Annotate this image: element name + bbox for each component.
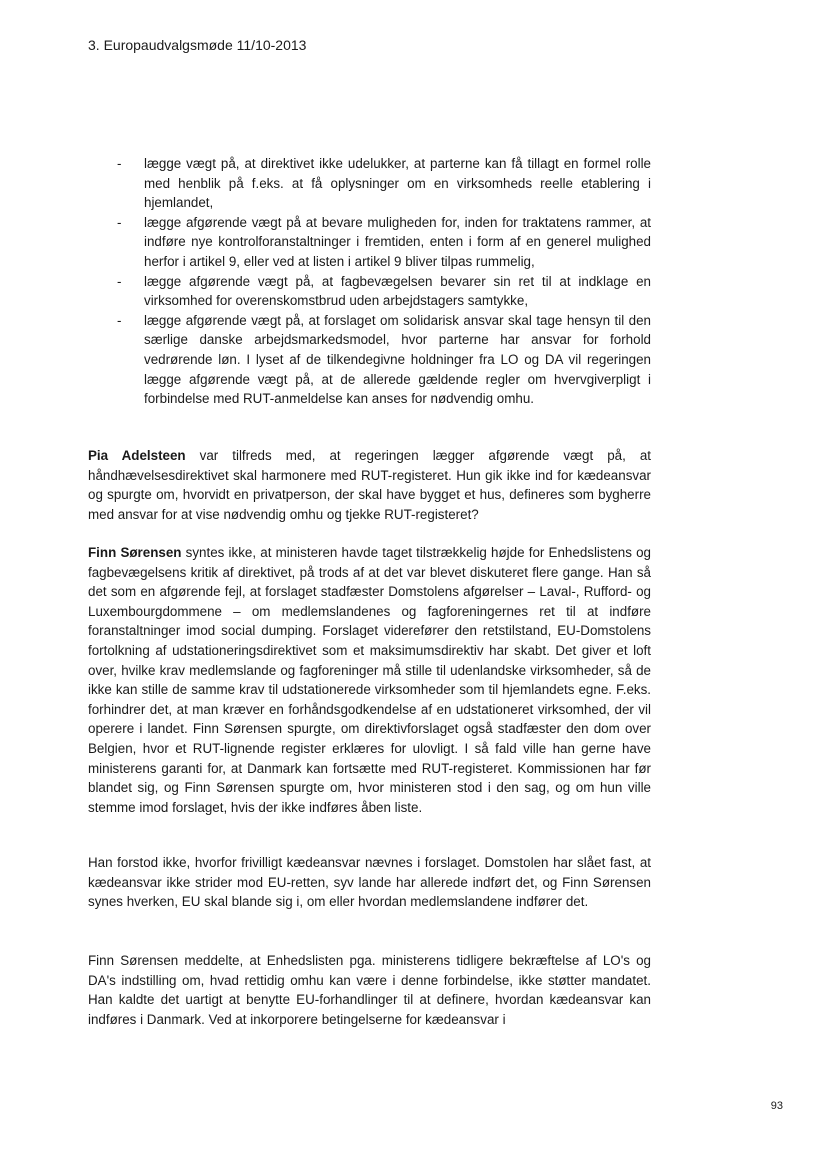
speaker-name: Pia Adelsteen	[88, 448, 186, 463]
paragraph-mandate: Finn Sørensen meddelte, at Enhedslisten pga. ministerens tidligere bekræftelse af LO's og DA's indstilling om, hvad rettidig omhu kan være i denne forbindelse, ikke støtter mandatet. Han kaldte det uartigt at benytte EU-forhandlinger til at definere, hvordan kædeansvar kan indføres i Danmark. Ved at inkorporere betingelserne for kædeansvar i	[88, 953, 651, 1027]
bullet-text: lægge afgørende vægt på, at forslaget om solidarisk ansvar skal tage hensyn til den særlige danske arbejdsmarkedsmodel, hvor parterne har ansvar for forhold vedrørende løn. I lyset af de tilkendegivne holdninger fra LO og DA vil regeringen lægge afgørende vægt på, at de allerede gældende regler om hvervgiverpligt i forbindelse med RUT-anmeldelse kan anses for nødvendig omhu.	[144, 312, 651, 407]
bullet-dash: -	[117, 214, 122, 230]
paragraph-text: var tilfreds med, at regeringen lægger afgørende vægt på, at håndhævelsesdirektivet skal harmonere med RUT-registeret. Hun gik ikke ind for kædeansvar og spurgte om, hvorvidt en privatperson, der skal have bygget et hus, defineres som bygherre med ansvar for at vise nødvendig omhu og tjekke RUT-registeret?	[88, 448, 652, 522]
paragraph-pia-adelsteen	[88, 446, 651, 524]
bullet-item	[117, 154, 651, 213]
bullet-item	[117, 213, 651, 272]
page-number: 93	[770, 1100, 783, 1112]
paragraph-finn-sorensen	[88, 543, 651, 817]
speaker-name: Finn Sørensen	[88, 545, 182, 560]
bullet-text: lægge afgørende vægt på at bevare muligheden for, inden for traktatens rammer, at indføre nye kontrolforanstaltninger i fremtiden, enten i form af en generel mulighed herfor i artikel 9, eller ved at listen i artikel 9 bliver tilpas rummelig,	[144, 214, 651, 269]
bullet-text: lægge vægt på, at direktivet ikke udelukker, at parterne kan få tillagt en formel rolle med henblik på f.eks. at få oplysninger om en virksomheds reelle etablering i hjemlandet,	[144, 156, 651, 211]
bullet-dash: -	[117, 273, 122, 289]
position-bullet-list	[117, 154, 651, 409]
bullet-text: lægge afgørende vægt på, at fagbevægelsen bevarer sin ret til at indklage en virksomhed for overenskomstbrud uden arbejdstagers samtykke,	[144, 273, 651, 309]
page-header-title: 3. Europaudvalgsmøde 11/10-2013	[88, 37, 307, 53]
bullet-item	[117, 311, 651, 409]
paragraph-text: syntes ikke, at ministeren havde taget tilstrækkelig højde for Enhedslistens og fagbevægelsens kritik af direktivet, på trods af at det var blevet diskuteret flere gange. Han så det som en afgørende fejl, at forslaget stadfæster Domstolens afgørelser – Laval-, Rufford- og Luxembourgdommene – om medlemslandenes og fagforeningernes ret til at indføre foranstaltninger imod social dumping. Forslaget viderefører den retstilstand, EU-Domstolens fortolkning af udstationeringsdirektivet som et maksimumsdirektiv har skabt. Det giver et loft over, hvilke krav medlemslande og fagforeninger må stille til udenlandske virksomheder, så de ikke kan stille de samme krav til udstationerede virksomheder som til hjemlandets egne. F.eks. forhindrer det, at man kræver en forhåndsgodkendelse af en udstationeret virksomhed, der vil operere i landet. Finn Sørensen spurgte, om direktivforslaget også stadfæster den dom over Belgien, hvor et RUT-lignende register erklæres for ulovligt. I så fald ville han gerne have ministerens garanti for, at Danmark kan fortsætte med RUT-registeret. Kommissionen har før blandet sig, og Finn Sørensen spurgte om, hvor ministeren stod i den sag, og om hun ville stemme imod forslaget, hvis der ikke indføres åben liste.	[88, 545, 651, 815]
bullet-item	[117, 272, 651, 311]
paragraph-chain-liability: Han forstod ikke, hvorfor frivilligt kædeansvar nævnes i forslaget. Domstolen har slået fast, at kædeansvar ikke strider mod EU-retten, syv lande har allerede indført det, og Finn Sørensen synes hverken, EU skal blande sig i, om eller hvordan medlemslandene indfører det.	[88, 855, 651, 910]
bullet-dash: -	[117, 156, 122, 171]
bullet-dash: -	[117, 312, 122, 328]
